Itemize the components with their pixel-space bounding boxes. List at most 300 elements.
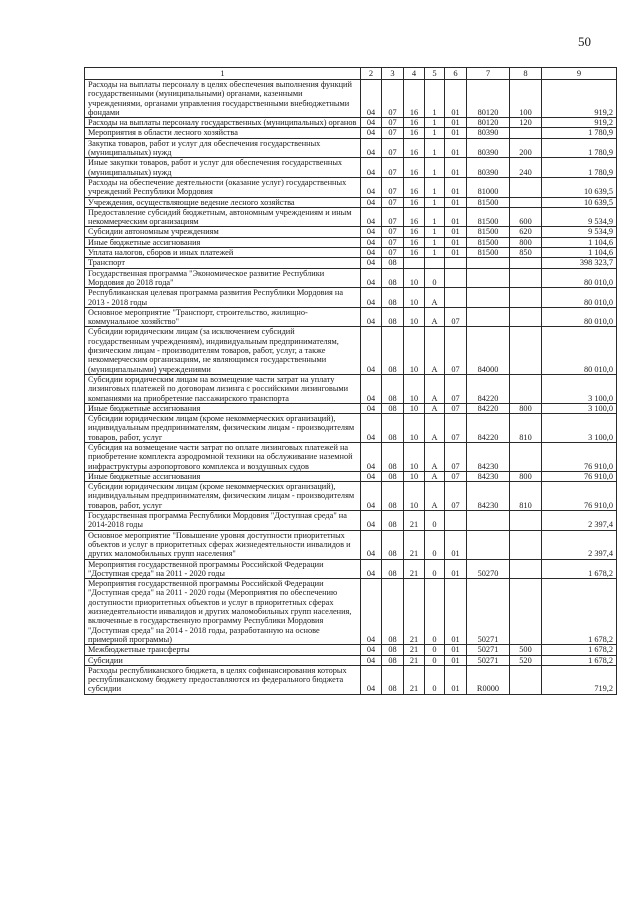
code-cell-5: А [425, 307, 445, 327]
row-name-cell: Иные закупки товаров, работ и услуг для обеспечения государственных (муниципальных) нужд [85, 158, 361, 178]
code-cell-2: 04 [361, 207, 382, 227]
code-cell-2: 04 [361, 177, 382, 197]
code-cell-2: 04 [361, 288, 382, 308]
code-cell-5: 0 [425, 579, 445, 645]
code-cell-8 [510, 442, 542, 471]
page-number: 50 [578, 34, 591, 49]
code-cell-8: 120 [510, 118, 542, 128]
amount-cell: 1 780,9 [542, 128, 617, 138]
amount-cell: 80 010,0 [542, 327, 617, 374]
code-cell-6: 01 [445, 655, 467, 665]
amount-cell: 80 010,0 [542, 288, 617, 308]
code-cell-8: 800 [510, 471, 542, 481]
code-cell-6: 07 [445, 403, 467, 413]
amount-cell: 9 534,9 [542, 227, 617, 237]
table-row [85, 207, 617, 227]
table-row [85, 177, 617, 197]
code-cell-6: 01 [445, 665, 467, 694]
code-cell-3: 08 [382, 288, 404, 308]
code-cell-3: 08 [382, 414, 404, 443]
code-cell-3: 08 [382, 665, 404, 694]
code-cell-8 [510, 288, 542, 308]
code-cell-6: 01 [445, 158, 467, 178]
code-cell-4: 16 [404, 138, 425, 158]
code-cell-3: 08 [382, 327, 404, 374]
table-row [85, 128, 617, 138]
code-cell-3: 08 [382, 530, 404, 559]
code-cell-4: 10 [404, 374, 425, 403]
code-cell-3: 08 [382, 403, 404, 413]
code-cell-7: 81000 [467, 177, 510, 197]
row-name-cell: Субсидии юридическим лицам (кроме некоммерческих организаций), индивидуальным предпринимателям, физическим лицам - производителям товаров, работ, услуг [85, 482, 361, 511]
code-cell-8 [510, 197, 542, 207]
code-cell-7: 50271 [467, 655, 510, 665]
code-cell-8 [510, 530, 542, 559]
amount-cell: 3 100,0 [542, 403, 617, 413]
table-row [85, 414, 617, 443]
table-row [85, 118, 617, 128]
code-cell-4: 10 [404, 482, 425, 511]
row-name-cell: Уплата налогов, сборов и иных платежей [85, 248, 361, 258]
code-cell-8: 620 [510, 227, 542, 237]
table-row [85, 471, 617, 481]
code-cell-7: 84220 [467, 403, 510, 413]
table-row [85, 288, 617, 308]
table-row [85, 237, 617, 247]
code-cell-5: 1 [425, 128, 445, 138]
code-cell-7: 84230 [467, 442, 510, 471]
code-cell-7 [467, 288, 510, 308]
code-cell-2: 04 [361, 128, 382, 138]
code-cell-6 [445, 258, 467, 268]
code-cell-8: 520 [510, 655, 542, 665]
row-name-cell: Расходы на выплаты персоналу государственных (муниципальных) органов [85, 118, 361, 128]
code-cell-7 [467, 530, 510, 559]
code-cell-3: 07 [382, 138, 404, 158]
code-cell-4: 10 [404, 288, 425, 308]
code-cell-6: 01 [445, 138, 467, 158]
code-cell-5: 1 [425, 138, 445, 158]
code-cell-5: А [425, 327, 445, 374]
code-cell-8 [510, 559, 542, 579]
code-cell-2: 04 [361, 559, 382, 579]
code-cell-6: 01 [445, 248, 467, 258]
header-cell: 6 [445, 68, 467, 80]
code-cell-7: 84230 [467, 482, 510, 511]
code-cell-5: 0 [425, 559, 445, 579]
code-cell-3: 08 [382, 258, 404, 268]
code-cell-3: 08 [382, 511, 404, 531]
header-cell: 3 [382, 68, 404, 80]
table-row [85, 248, 617, 258]
code-cell-2: 04 [361, 645, 382, 655]
code-cell-2: 04 [361, 579, 382, 645]
code-cell-4: 21 [404, 655, 425, 665]
code-cell-2: 04 [361, 227, 382, 237]
code-cell-3: 08 [382, 442, 404, 471]
code-cell-7: 80120 [467, 118, 510, 128]
code-cell-6: 01 [445, 579, 467, 645]
code-cell-5: А [425, 288, 445, 308]
code-cell-5: 1 [425, 197, 445, 207]
code-cell-7: 81500 [467, 197, 510, 207]
code-cell-3: 07 [382, 248, 404, 258]
code-cell-4: 10 [404, 414, 425, 443]
table-row [85, 307, 617, 327]
row-name-cell: Основное мероприятие "Транспорт, строительство, жилищно-коммунальное хозяйство" [85, 307, 361, 327]
code-cell-8: 100 [510, 80, 542, 118]
amount-cell: 10 639,5 [542, 177, 617, 197]
code-cell-4: 16 [404, 227, 425, 237]
code-cell-7: 81500 [467, 237, 510, 247]
code-cell-6: 07 [445, 374, 467, 403]
code-cell-6: 01 [445, 80, 467, 118]
amount-cell: 76 910,0 [542, 442, 617, 471]
code-cell-2: 04 [361, 158, 382, 178]
code-cell-6: 07 [445, 307, 467, 327]
code-cell-5: 0 [425, 268, 445, 288]
amount-cell: 719,2 [542, 665, 617, 694]
amount-cell: 1 678,2 [542, 645, 617, 655]
code-cell-5: А [425, 414, 445, 443]
amount-cell: 9 534,9 [542, 207, 617, 227]
code-cell-3: 08 [382, 645, 404, 655]
code-cell-2: 04 [361, 665, 382, 694]
code-cell-6: 01 [445, 197, 467, 207]
amount-cell: 919,2 [542, 80, 617, 118]
row-name-cell: Учреждения, осуществляющие ведение лесного хозяйства [85, 197, 361, 207]
row-name-cell: Субсидия на возмещение части затрат по оплате лизинговых платежей на приобретение комплекта аэродромной техники на обслуживание наземной инфраструктуры аэропортового комплекса и воздушных судов [85, 442, 361, 471]
code-cell-8 [510, 177, 542, 197]
row-name-cell: Мероприятия в области лесного хозяйства [85, 128, 361, 138]
header-cell: 5 [425, 68, 445, 80]
table-row [85, 327, 617, 374]
code-cell-8 [510, 268, 542, 288]
code-cell-3: 07 [382, 197, 404, 207]
code-cell-4: 16 [404, 177, 425, 197]
table-row [85, 403, 617, 413]
code-cell-5: 1 [425, 177, 445, 197]
code-cell-3: 07 [382, 80, 404, 118]
code-cell-3: 08 [382, 374, 404, 403]
code-cell-4: 16 [404, 197, 425, 207]
table-row [85, 80, 617, 118]
header-cell: 7 [467, 68, 510, 80]
row-name-cell: Транспорт [85, 258, 361, 268]
code-cell-5: 0 [425, 665, 445, 694]
code-cell-6: 07 [445, 414, 467, 443]
code-cell-4: 16 [404, 237, 425, 247]
amount-cell: 398 323,7 [542, 258, 617, 268]
code-cell-3: 07 [382, 177, 404, 197]
code-cell-8 [510, 374, 542, 403]
row-name-cell: Расходы республиканского бюджета, в целях софинансирования которых республиканскому бюджету предоставляются из федерального бюджета субсидии [85, 665, 361, 694]
row-name-cell: Субсидии юридическим лицам (за исключением субсидий государственным учреждениям), индивидуальным предпринимателям, физическим лицам - производителям товаров, работ, услуг, а также некоммерческим организациям, не являющимся государственными (муниципальными) учреждениями [85, 327, 361, 374]
code-cell-6: 01 [445, 645, 467, 655]
code-cell-4: 16 [404, 207, 425, 227]
code-cell-4: 16 [404, 158, 425, 178]
code-cell-8 [510, 579, 542, 645]
row-name-cell: Государственная программа "Экономическое развитие Республики Мордовия до 2018 года" [85, 268, 361, 288]
code-cell-4: 21 [404, 579, 425, 645]
amount-cell: 2 397,4 [542, 530, 617, 559]
amount-cell: 80 010,0 [542, 307, 617, 327]
code-cell-7: 84000 [467, 327, 510, 374]
header-cell: 9 [542, 68, 617, 80]
header-cell: 2 [361, 68, 382, 80]
code-cell-2: 04 [361, 307, 382, 327]
table-header-row [85, 68, 617, 80]
code-cell-2: 04 [361, 248, 382, 258]
row-name-cell: Субсидии [85, 655, 361, 665]
code-cell-7: 81500 [467, 207, 510, 227]
code-cell-4: 16 [404, 118, 425, 128]
code-cell-3: 08 [382, 579, 404, 645]
code-cell-4: 16 [404, 80, 425, 118]
amount-cell: 80 010,0 [542, 268, 617, 288]
row-name-cell: Государственная программа Республики Мордовия "Доступная среда" на 2014-2018 годы [85, 511, 361, 531]
code-cell-2: 04 [361, 268, 382, 288]
code-cell-8: 810 [510, 482, 542, 511]
code-cell-7: 80120 [467, 80, 510, 118]
code-cell-6: 01 [445, 118, 467, 128]
code-cell-3: 08 [382, 268, 404, 288]
code-cell-6: 01 [445, 237, 467, 247]
code-cell-4: 10 [404, 403, 425, 413]
code-cell-6: 07 [445, 471, 467, 481]
code-cell-5: 1 [425, 118, 445, 128]
table-row [85, 442, 617, 471]
code-cell-2: 04 [361, 237, 382, 247]
code-cell-5: 0 [425, 511, 445, 531]
code-cell-6: 01 [445, 177, 467, 197]
code-cell-2: 04 [361, 118, 382, 128]
row-name-cell: Закупка товаров, работ и услуг для обеспечения государственных (муниципальных) нужд [85, 138, 361, 158]
code-cell-2: 04 [361, 482, 382, 511]
table-row [85, 579, 617, 645]
code-cell-4: 21 [404, 511, 425, 531]
code-cell-2: 04 [361, 511, 382, 531]
amount-cell: 3 100,0 [542, 414, 617, 443]
row-name-cell: Республиканская целевая программа развития Республики Мордовия на 2013 - 2018 годы [85, 288, 361, 308]
code-cell-8: 500 [510, 645, 542, 655]
code-cell-5: 1 [425, 227, 445, 237]
code-cell-8: 800 [510, 237, 542, 247]
code-cell-5: 1 [425, 207, 445, 227]
code-cell-2: 04 [361, 403, 382, 413]
code-cell-4 [404, 258, 425, 268]
code-cell-3: 08 [382, 307, 404, 327]
table-row [85, 197, 617, 207]
row-name-cell: Предоставление субсидий бюджетным, автономным учреждениям и иным некоммерческим организациям [85, 207, 361, 227]
code-cell-2: 04 [361, 80, 382, 118]
code-cell-6: 07 [445, 442, 467, 471]
code-cell-7: R0000 [467, 665, 510, 694]
amount-cell: 10 639,5 [542, 197, 617, 207]
code-cell-6: 07 [445, 482, 467, 511]
table-row [85, 511, 617, 531]
amount-cell: 1 780,9 [542, 138, 617, 158]
code-cell-6: 01 [445, 128, 467, 138]
code-cell-4: 21 [404, 645, 425, 655]
amount-cell: 1 104,6 [542, 248, 617, 258]
code-cell-8 [510, 327, 542, 374]
header-cell: 8 [510, 68, 542, 80]
code-cell-7: 81500 [467, 227, 510, 237]
code-cell-7: 80390 [467, 158, 510, 178]
code-cell-7: 50271 [467, 645, 510, 655]
code-cell-2: 04 [361, 374, 382, 403]
code-cell-5: А [425, 471, 445, 481]
code-cell-7 [467, 307, 510, 327]
amount-cell: 1 780,9 [542, 158, 617, 178]
code-cell-6: 01 [445, 207, 467, 227]
code-cell-2: 04 [361, 471, 382, 481]
code-cell-5: 1 [425, 248, 445, 258]
header-cell: 4 [404, 68, 425, 80]
row-name-cell: Мероприятия государственной программы Российской Федерации "Доступная среда" на 2011 - 2020 годы (Мероприятия по обеспечению доступности приоритетных объектов и услуг в приоритетных сферах жизнедеятельности инвалидов и других маломобильных групп населения, включенные в государственную программу Республики Мордовия "Доступная среда" на 2014 - 2018 годы, разработанную на основе примерной программы) [85, 579, 361, 645]
code-cell-8 [510, 665, 542, 694]
amount-cell: 76 910,0 [542, 482, 617, 511]
code-cell-8 [510, 258, 542, 268]
code-cell-3: 08 [382, 471, 404, 481]
code-cell-7: 81500 [467, 248, 510, 258]
code-cell-7: 80390 [467, 138, 510, 158]
code-cell-6 [445, 268, 467, 288]
code-cell-2: 04 [361, 414, 382, 443]
code-cell-3: 07 [382, 158, 404, 178]
code-cell-5 [425, 258, 445, 268]
table-row [85, 374, 617, 403]
table-row [85, 258, 617, 268]
code-cell-7: 84230 [467, 471, 510, 481]
code-cell-2: 04 [361, 197, 382, 207]
code-cell-2: 04 [361, 530, 382, 559]
table-row [85, 655, 617, 665]
amount-cell: 76 910,0 [542, 471, 617, 481]
row-name-cell: Основное мероприятие "Повышение уровня доступности приоритетных объектов и услуг в приоритетных сферах жизнедеятельности инвалидов и других маломобильных групп населения" [85, 530, 361, 559]
table-row [85, 530, 617, 559]
table-row [85, 227, 617, 237]
code-cell-6: 01 [445, 530, 467, 559]
code-cell-8 [510, 307, 542, 327]
code-cell-4: 10 [404, 471, 425, 481]
table-row [85, 158, 617, 178]
amount-cell: 919,2 [542, 118, 617, 128]
code-cell-7: 80390 [467, 128, 510, 138]
code-cell-5: 0 [425, 645, 445, 655]
table-row [85, 645, 617, 655]
table-row [85, 559, 617, 579]
row-name-cell: Расходы на выплаты персоналу в целях обеспечения выполнения функций государственными (муниципальными) органами, казенными учреждениями, органами управления государственными внебюджетными фондами [85, 80, 361, 118]
code-cell-4: 16 [404, 128, 425, 138]
code-cell-5: А [425, 482, 445, 511]
amount-cell: 1 104,6 [542, 237, 617, 247]
code-cell-7: 84220 [467, 414, 510, 443]
code-cell-7 [467, 511, 510, 531]
code-cell-3: 07 [382, 227, 404, 237]
row-name-cell: Субсидии юридическим лицам на возмещение части затрат на уплату лизинговых платежей по договорам лизинга с российскими лизинговыми компаниями на приобретение пассажирского транспорта [85, 374, 361, 403]
code-cell-7: 50270 [467, 559, 510, 579]
code-cell-5: А [425, 374, 445, 403]
row-name-cell: Иные бюджетные ассигнования [85, 403, 361, 413]
code-cell-6 [445, 288, 467, 308]
code-cell-8: 240 [510, 158, 542, 178]
code-cell-3: 07 [382, 118, 404, 128]
code-cell-7: 50271 [467, 579, 510, 645]
row-name-cell: Расходы на обеспечение деятельности (оказание услуг) государственных учреждений Республики Мордовия [85, 177, 361, 197]
code-cell-4: 21 [404, 665, 425, 694]
table-row [85, 268, 617, 288]
code-cell-6: 07 [445, 327, 467, 374]
code-cell-4: 21 [404, 530, 425, 559]
table-row [85, 482, 617, 511]
header-cell: 1 [85, 68, 361, 80]
code-cell-8 [510, 128, 542, 138]
code-cell-4: 21 [404, 559, 425, 579]
code-cell-7 [467, 268, 510, 288]
code-cell-8 [510, 511, 542, 531]
code-cell-3: 08 [382, 482, 404, 511]
code-cell-2: 04 [361, 327, 382, 374]
code-cell-3: 07 [382, 237, 404, 247]
row-name-cell: Субсидии юридическим лицам (кроме некоммерческих организаций), индивидуальным предпринимателям, физическим лицам - производителям товаров, работ, услуг [85, 414, 361, 443]
row-name-cell: Мероприятия государственной программы Российской Федерации "Доступная среда" на 2011 - 2020 годы [85, 559, 361, 579]
budget-table [84, 67, 617, 695]
code-cell-8: 850 [510, 248, 542, 258]
row-name-cell: Иные бюджетные ассигнования [85, 237, 361, 247]
code-cell-5: 1 [425, 80, 445, 118]
code-cell-3: 08 [382, 559, 404, 579]
code-cell-5: А [425, 442, 445, 471]
code-cell-5: 0 [425, 655, 445, 665]
code-cell-4: 10 [404, 442, 425, 471]
table-row [85, 665, 617, 694]
row-name-cell: Межбюджетные трансферты [85, 645, 361, 655]
row-name-cell: Иные бюджетные ассигнования [85, 471, 361, 481]
code-cell-8: 800 [510, 403, 542, 413]
code-cell-5: 1 [425, 237, 445, 247]
code-cell-4: 10 [404, 327, 425, 374]
code-cell-2: 04 [361, 442, 382, 471]
code-cell-2: 04 [361, 258, 382, 268]
amount-cell: 1 678,2 [542, 579, 617, 645]
code-cell-2: 04 [361, 138, 382, 158]
code-cell-6 [445, 511, 467, 531]
code-cell-6: 01 [445, 227, 467, 237]
code-cell-7 [467, 258, 510, 268]
amount-cell: 2 397,4 [542, 511, 617, 531]
code-cell-8: 810 [510, 414, 542, 443]
code-cell-2: 04 [361, 655, 382, 665]
code-cell-8: 200 [510, 138, 542, 158]
code-cell-4: 16 [404, 248, 425, 258]
code-cell-4: 10 [404, 268, 425, 288]
amount-cell: 3 100,0 [542, 374, 617, 403]
code-cell-7: 84220 [467, 374, 510, 403]
amount-cell: 1 678,2 [542, 655, 617, 665]
code-cell-8: 600 [510, 207, 542, 227]
amount-cell: 1 678,2 [542, 559, 617, 579]
code-cell-5: 0 [425, 530, 445, 559]
code-cell-3: 07 [382, 128, 404, 138]
code-cell-5: 1 [425, 158, 445, 178]
table-row [85, 138, 617, 158]
code-cell-3: 08 [382, 655, 404, 665]
code-cell-3: 07 [382, 207, 404, 227]
code-cell-4: 10 [404, 307, 425, 327]
row-name-cell: Субсидии автономным учреждениям [85, 227, 361, 237]
